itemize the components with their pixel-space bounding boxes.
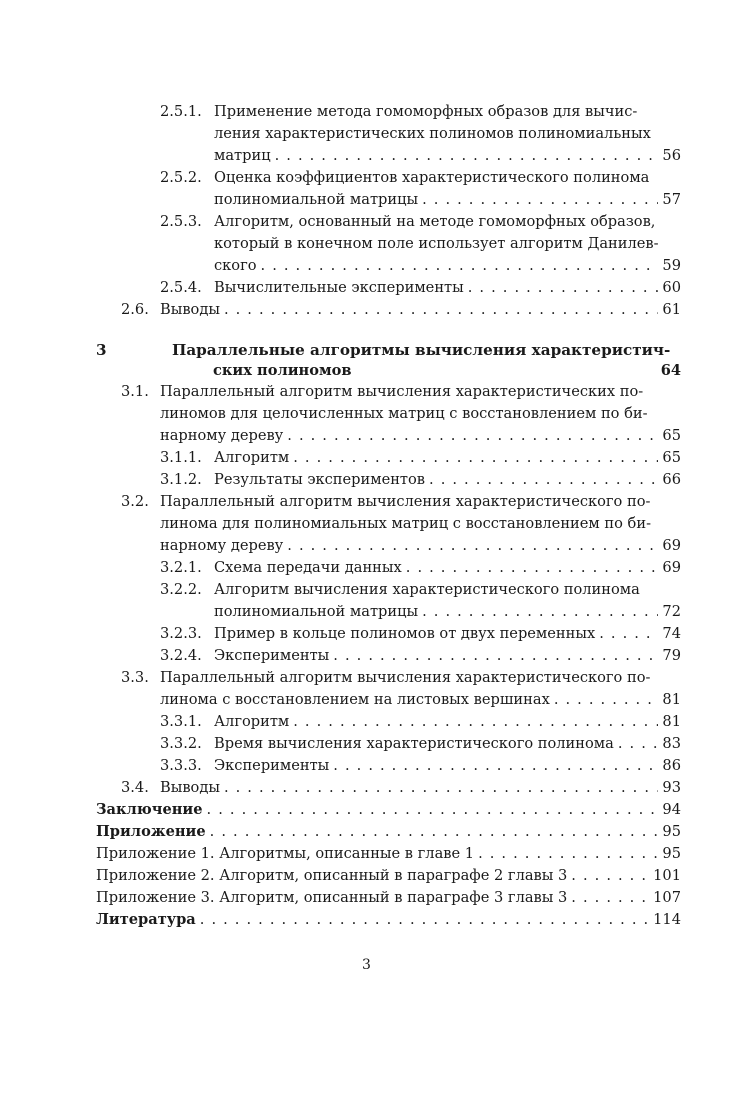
dot-leader xyxy=(571,889,649,906)
entry-page: 81 xyxy=(662,713,681,730)
entry-number: 2.5.1. xyxy=(160,103,202,120)
chapter-title-line: Параллельные алгоритмы вычисления характеристич- xyxy=(172,341,671,359)
entry-title-line: Литература xyxy=(96,911,196,928)
entry-title-line: Приложение 1. Алгоритмы, описанные в главе 1 xyxy=(96,845,475,862)
entry-title-line: Алгоритм вычисления характеристического полинома xyxy=(214,581,640,598)
entry-page: 79 xyxy=(662,647,681,664)
entry-number: 2.5.3. xyxy=(160,213,202,230)
entry-title-line: Пример в кольце полиномов от двух переменных xyxy=(214,625,596,642)
entry-number: 3.1.1. xyxy=(160,449,202,466)
entry-page: 81 xyxy=(662,691,681,708)
toc-entry-3-3[interactable] xyxy=(160,691,681,713)
dot-leader xyxy=(275,147,659,164)
chapter-title-line: ских полиномов xyxy=(213,362,352,379)
entry-number: 3.3.2. xyxy=(160,735,202,752)
entry-number: 3.1.2. xyxy=(160,471,202,488)
entry-page: 66 xyxy=(662,471,681,488)
entry-page: 56 xyxy=(662,147,681,164)
dot-leader xyxy=(468,279,659,296)
toc-entry-appendix-3[interactable] xyxy=(96,889,681,911)
toc-entry-3-3-3[interactable] xyxy=(214,757,681,779)
entry-title-line: Алгоритм xyxy=(214,713,290,730)
dot-leader xyxy=(571,867,649,884)
entry-title-line: Эксперименты xyxy=(214,757,330,774)
entry-title-line: Эксперименты xyxy=(214,647,330,664)
entry-title-line: Приложение xyxy=(96,823,206,840)
entry-number: 2.6. xyxy=(121,301,149,318)
entry-title-line: Результаты экспериментов xyxy=(214,471,426,488)
dot-leader xyxy=(210,823,659,840)
entry-page: 64 xyxy=(660,362,681,379)
entry-title-line: Выводы xyxy=(160,779,220,796)
entry-title-line: Алгоритм, основанный на методе гомоморфных образов, xyxy=(214,213,656,230)
entry-number: 2.5.4. xyxy=(160,279,202,296)
entry-title-line: полиномиальной матрицы xyxy=(214,603,419,620)
toc-entry-appendix-2[interactable] xyxy=(96,867,681,889)
dot-leader xyxy=(224,779,658,796)
entry-title-line: ления характеристических полиномов полиномиальных xyxy=(214,125,651,142)
entry-page: 61 xyxy=(662,301,681,318)
toc-entry-3-1[interactable] xyxy=(160,427,681,449)
entry-page: 59 xyxy=(662,257,681,274)
dot-leader xyxy=(333,647,658,664)
entry-page: 95 xyxy=(662,845,681,862)
dot-leader xyxy=(287,427,658,444)
dot-leader xyxy=(224,301,658,318)
entry-page: 114 xyxy=(653,911,681,928)
toc-entry-3-1-2[interactable] xyxy=(214,471,681,493)
entry-number: 3.2.3. xyxy=(160,625,202,642)
entry-number: 3.2. xyxy=(121,493,149,510)
entry-number: 3.2.4. xyxy=(160,647,202,664)
entry-title-line: Параллельный алгоритм вычисления характеристических по- xyxy=(160,383,644,400)
dot-leader xyxy=(406,559,659,576)
toc-entry-conclusion[interactable] xyxy=(96,801,681,823)
toc-entry-2-6[interactable] xyxy=(160,301,681,323)
entry-page: 72 xyxy=(662,603,681,620)
toc-entry-3-2-1[interactable] xyxy=(214,559,681,581)
entry-page: 107 xyxy=(653,889,681,906)
toc-entry-3-2-2[interactable] xyxy=(214,603,681,625)
entry-page: 94 xyxy=(662,801,681,818)
toc-entry-2-5-2[interactable] xyxy=(214,191,681,213)
dot-leader xyxy=(261,257,659,274)
entry-page: 65 xyxy=(662,427,681,444)
toc-entry-chapter-3[interactable] xyxy=(213,362,681,384)
entry-title-line: матриц xyxy=(214,147,271,164)
entry-page: 93 xyxy=(662,779,681,796)
entry-page: 83 xyxy=(662,735,681,752)
toc-entry-2-5-1[interactable] xyxy=(214,147,681,169)
dot-leader xyxy=(422,191,658,208)
toc-entry-3-3-1[interactable] xyxy=(214,713,681,735)
entry-title-line: Приложение 2. Алгоритм, описанный в параграфе 2 главы 3 xyxy=(96,867,568,884)
toc-entry-3-2-4[interactable] xyxy=(214,647,681,669)
entry-page: 74 xyxy=(662,625,681,642)
entry-title-line: линома для полиномиальных матриц с восстановлением по би- xyxy=(160,515,651,532)
entry-title-line: ского xyxy=(214,257,257,274)
entry-number: 3.2.2. xyxy=(160,581,202,598)
entry-title-line: нарному дереву xyxy=(160,537,284,554)
entry-number: 3.3.1. xyxy=(160,713,202,730)
entry-title-line: Выводы xyxy=(160,301,220,318)
page-number: 3 xyxy=(362,957,371,973)
entry-page: 69 xyxy=(662,537,681,554)
entry-title-line: Заключение xyxy=(96,801,203,818)
dot-leader xyxy=(293,713,658,730)
entry-title-line: линомов для целочисленных матриц с восстановлением по би- xyxy=(160,405,648,422)
toc-entry-3-3-2[interactable] xyxy=(214,735,681,757)
entry-page: 57 xyxy=(662,191,681,208)
entry-title-line: Алгоритм xyxy=(214,449,290,466)
toc-entry-literature[interactable] xyxy=(96,911,681,933)
dot-leader xyxy=(554,691,659,708)
entry-number: 3.2.1. xyxy=(160,559,202,576)
toc-entry-3-2-3[interactable] xyxy=(214,625,681,647)
toc-entry-appendix-1[interactable] xyxy=(96,845,681,867)
dot-leader xyxy=(599,625,658,642)
entry-title-line: нарному дереву xyxy=(160,427,284,444)
entry-number: 3.3.3. xyxy=(160,757,202,774)
entry-page: 86 xyxy=(662,757,681,774)
dot-leader xyxy=(333,757,658,774)
entry-title-line: Вычислительные эксперименты xyxy=(214,279,464,296)
toc-entry-3-2[interactable] xyxy=(160,537,681,559)
entry-title-line: полиномиальной матрицы xyxy=(214,191,419,208)
dot-leader xyxy=(618,735,659,752)
entry-title-line: Применение метода гомоморфных образов для вычис- xyxy=(214,103,638,120)
entry-title-line: Параллельный алгоритм вычисления характеристического по- xyxy=(160,669,651,686)
entry-number: 2.5.2. xyxy=(160,169,202,186)
toc-entry-2-5-4[interactable] xyxy=(214,279,681,301)
toc-entry-appendix[interactable] xyxy=(96,823,681,845)
dot-leader xyxy=(422,603,658,620)
entry-page: 69 xyxy=(662,559,681,576)
dot-leader xyxy=(287,537,658,554)
entry-number: 3.4. xyxy=(121,779,149,796)
entry-title-line: Оценка коэффициентов характеристического полинома xyxy=(214,169,650,186)
entry-title-line: Параллельный алгоритм вычисления характеристического по- xyxy=(160,493,651,510)
entry-page: 95 xyxy=(662,823,681,840)
entry-page: 60 xyxy=(662,279,681,296)
dot-leader xyxy=(200,911,649,928)
dot-leader xyxy=(207,801,659,818)
dot-leader xyxy=(293,449,658,466)
dot-leader xyxy=(478,845,658,862)
entry-title-line: Приложение 3. Алгоритм, описанный в параграфе 3 главы 3 xyxy=(96,889,568,906)
toc-entry-3-1-1[interactable] xyxy=(214,449,681,471)
entry-page: 101 xyxy=(653,867,681,884)
entry-title-line: Схема передачи данных xyxy=(214,559,402,576)
toc-entry-3-4[interactable] xyxy=(160,779,681,801)
entry-title-line: Время вычисления характеристического полинома xyxy=(214,735,614,752)
chapter-number: 3 xyxy=(96,341,107,359)
dot-leader xyxy=(429,471,658,488)
entry-number: 3.3. xyxy=(121,669,149,686)
entry-number: 3.1. xyxy=(121,383,149,400)
toc-entry-2-5-3[interactable] xyxy=(214,257,681,279)
entry-title-line: линома с восстановлением на листовых вершинах xyxy=(160,691,550,708)
entry-page: 65 xyxy=(662,449,681,466)
entry-title-line: который в конечном поле использует алгоритм Данилев- xyxy=(214,235,659,252)
